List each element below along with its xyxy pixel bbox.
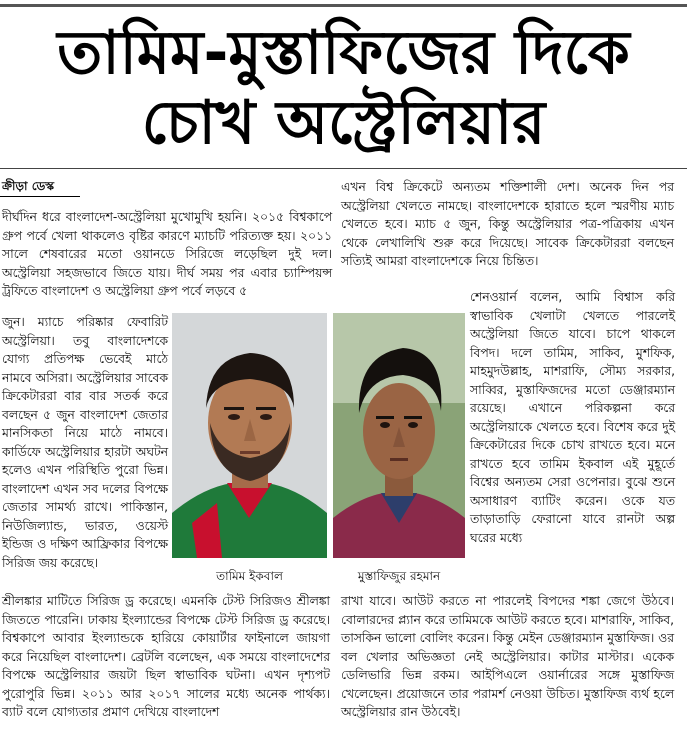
article-intro: দীর্ঘদিন ধরে বাংলাদেশ-অস্ট্রেলিয়া মুখোমুখি হয়নি। ২০১৫ বিশ্বকাপে গ্রুপ পর্বে খেলা থাকলেও বৃষ্টির কারণে ম্যাচটি পরিত্যক্ত হয়। ২০১১ সালে শেষবারের মতো ওয়ানডে সিরিজে লড়েছিল দুই দল। অস্ট্রেলিয়া সহজভাবে জিতে যায়। দীর্ঘ সময় পর এবার চ্যাম্পিয়ন্স ট্রফিতে বাংলাদেশ ও অস্ট্রেলিয়া গ্রুপ পর্বে লড়বে ৫ [2,210,332,298]
article-body-left: জুন। ম্যাচে পরিষ্কার ফেবারিট অস্ট্রেলিয়া। তবু বাংলাদেশকে যোগ্য প্রতিপক্ষ ভেবেই মাঠে নামবে অসিরা। অস্ট্রেলিয়ার সাবেক ক্রিকেটাররা বার বার সতর্ক করে বলছেন ৫ জুন বাংলাদেশ জেতার মানসিকতা নিয়ে মাঠে নামবে। কার্ডিফে অস্ট্রেলিয়ার হারটা অঘটন হলেও এখন পরিস্থিতি পুরো ভিন্ন। বাংলাদেশ এখন সব দলের বিপক্ষে জেতার সামর্থ্য রাখে। পাকিস্তান, নিউজিল্যান্ড, ভারত, ওয়েস্ট ইন্ডিজ ও দক্ষিণ আফ্রিকার বিপক্ষে সিরিজ জয় করেছে। [2,315,168,570]
headline-line-2: চোখ অস্ট্রেলিয়ার [141,88,546,158]
mustafizur-portrait-image [333,313,465,558]
tamim-caption: তামিম ইকবাল [216,569,283,583]
headline-rule [0,168,687,169]
right-mid-first-line: শেনওয়ার্ন বলেন, আমি বিশ্বাস করি স্বাভাবিক খেলাটা [470,290,675,323]
mustafizur-photo [333,313,465,558]
right-mid-text: খেলতে পারলেই অস্ট্রেলিয়া জিতে যাবে। চাপে থাকলে বিপদ। দলে তামিম, সাকিব, মুশফিক, মাহমুদউল্লাহ, মাশরাফি, সৌম্য সরকার, সাব্বির, মুস্তাফিজদের মতো ডেঞ্জারম্যান রয়েছে। এখানে পরিকল্পনা করে অস্ট্রেলিয়াকে খেলতে হবে। বিশেষ করে দুই ক্রিকেটারের দিকে চোখ রাখতে হবে। মনে রাখতে হবে তামিম ইকবাল এই মুহূর্তে বিশ্বের অন্যতম সেরা ওপেনার। বুঝে শুনে অসাধারণ ব্যাটিং করেন। ওকে যত তাড়াতাড়ি ফেরানো যাবে রানটা অল্প ঘরের মধ্যে [470,308,675,545]
tamim-portrait-image [172,313,327,558]
article-body-right-mid [470,288,675,547]
headline-line-1: তামিম-মুস্তাফিজের দিকে [57,18,630,88]
mustafizur-caption: মুস্তাফিজুর রহমান [357,569,441,583]
dateline: ক্রীড়া ডেস্ক [2,179,55,193]
top-rule [0,4,687,7]
tamim-photo [172,313,327,558]
article-body-right-top: এখন বিশ্ব ক্রিকেটে অন্যতম শক্তিশালী দেশ। অনেক দিন পর অস্ট্রেলিয়া খেলতে নামছে। বাংলাদেশকে হারাতে হলে স্মরণীয় ম্যাচ খেলতে হবে। ম্যাচ ৫ জুন, কিন্তু অস্ট্রেলিয়ার পত্র-পত্রিকায় এখন থেকে লেখালিখি শুরু করে দিয়েছে। সাবেক ক্রিকেটাররা বলছেন সত্যিই আমরা বাংলাদেশকে নিয়ে চিন্তিত। [341,180,674,268]
article-body-bottom-left: শ্রীলঙ্কার মাটিতে সিরিজ ড্র করেছে। এমনকি টেস্ট সিরিজও শ্রীলঙ্কা জিততে পারেনি। ঢাকায় ইংল্যান্ডের বিপক্ষে টেস্ট সিরিজ ড্র করেছে। বিশ্বকাপে আবার ইংল্যান্ডকে হারিয়ে কোয়ার্টার ফাইনালে জায়গা করে নিয়েছিল বাংলাদেশ। ব্রেটলি বলেছেন, এক সময়ে বাংলাদেশের বিপক্ষে অস্ট্রেলিয়ার জয়টা ছিল স্বাভাবিক ঘটনা। এখন দৃশ্যপট পুরোপুরি ভিন্ন। ২০১১ আর ২০১৭ সালের মধ্যে অনেক পার্থক্য। ব্যাট বলে যোগ্যতার প্রমাণ দেখিয়ে বাংলাদেশ [2,594,330,719]
article-body-bottom-right: রাখা যাবে। আউট করতে না পারলেই বিপদের শঙ্কা জেগে উঠবে। বোলারদের প্ল্যান করে তামিমকে আউট করতে হবে। মাশরাফি, সাকিব, তাসকিন ভালো বোলিং করেন। কিন্তু মেইন ডেঞ্জারম্যান মুস্তাফিজ। ওর বল খেলার অভিজ্ঞতা নেই অস্ট্রেলিয়ার। কাটার মাস্টার। একেক ডেলিভারি ভিন্ন রকম। আইপিএলে ওয়ার্নারের সঙ্গে মুস্তাফিজ খেলেছেন। প্রয়োজনে তার পরামর্শ নেওয়া উচিত। মুস্তাফিজ ব্যর্থ হলে অস্ট্রেলিয়ার রান উঠবেই। [341,594,674,719]
dateline-rule [0,196,80,197]
